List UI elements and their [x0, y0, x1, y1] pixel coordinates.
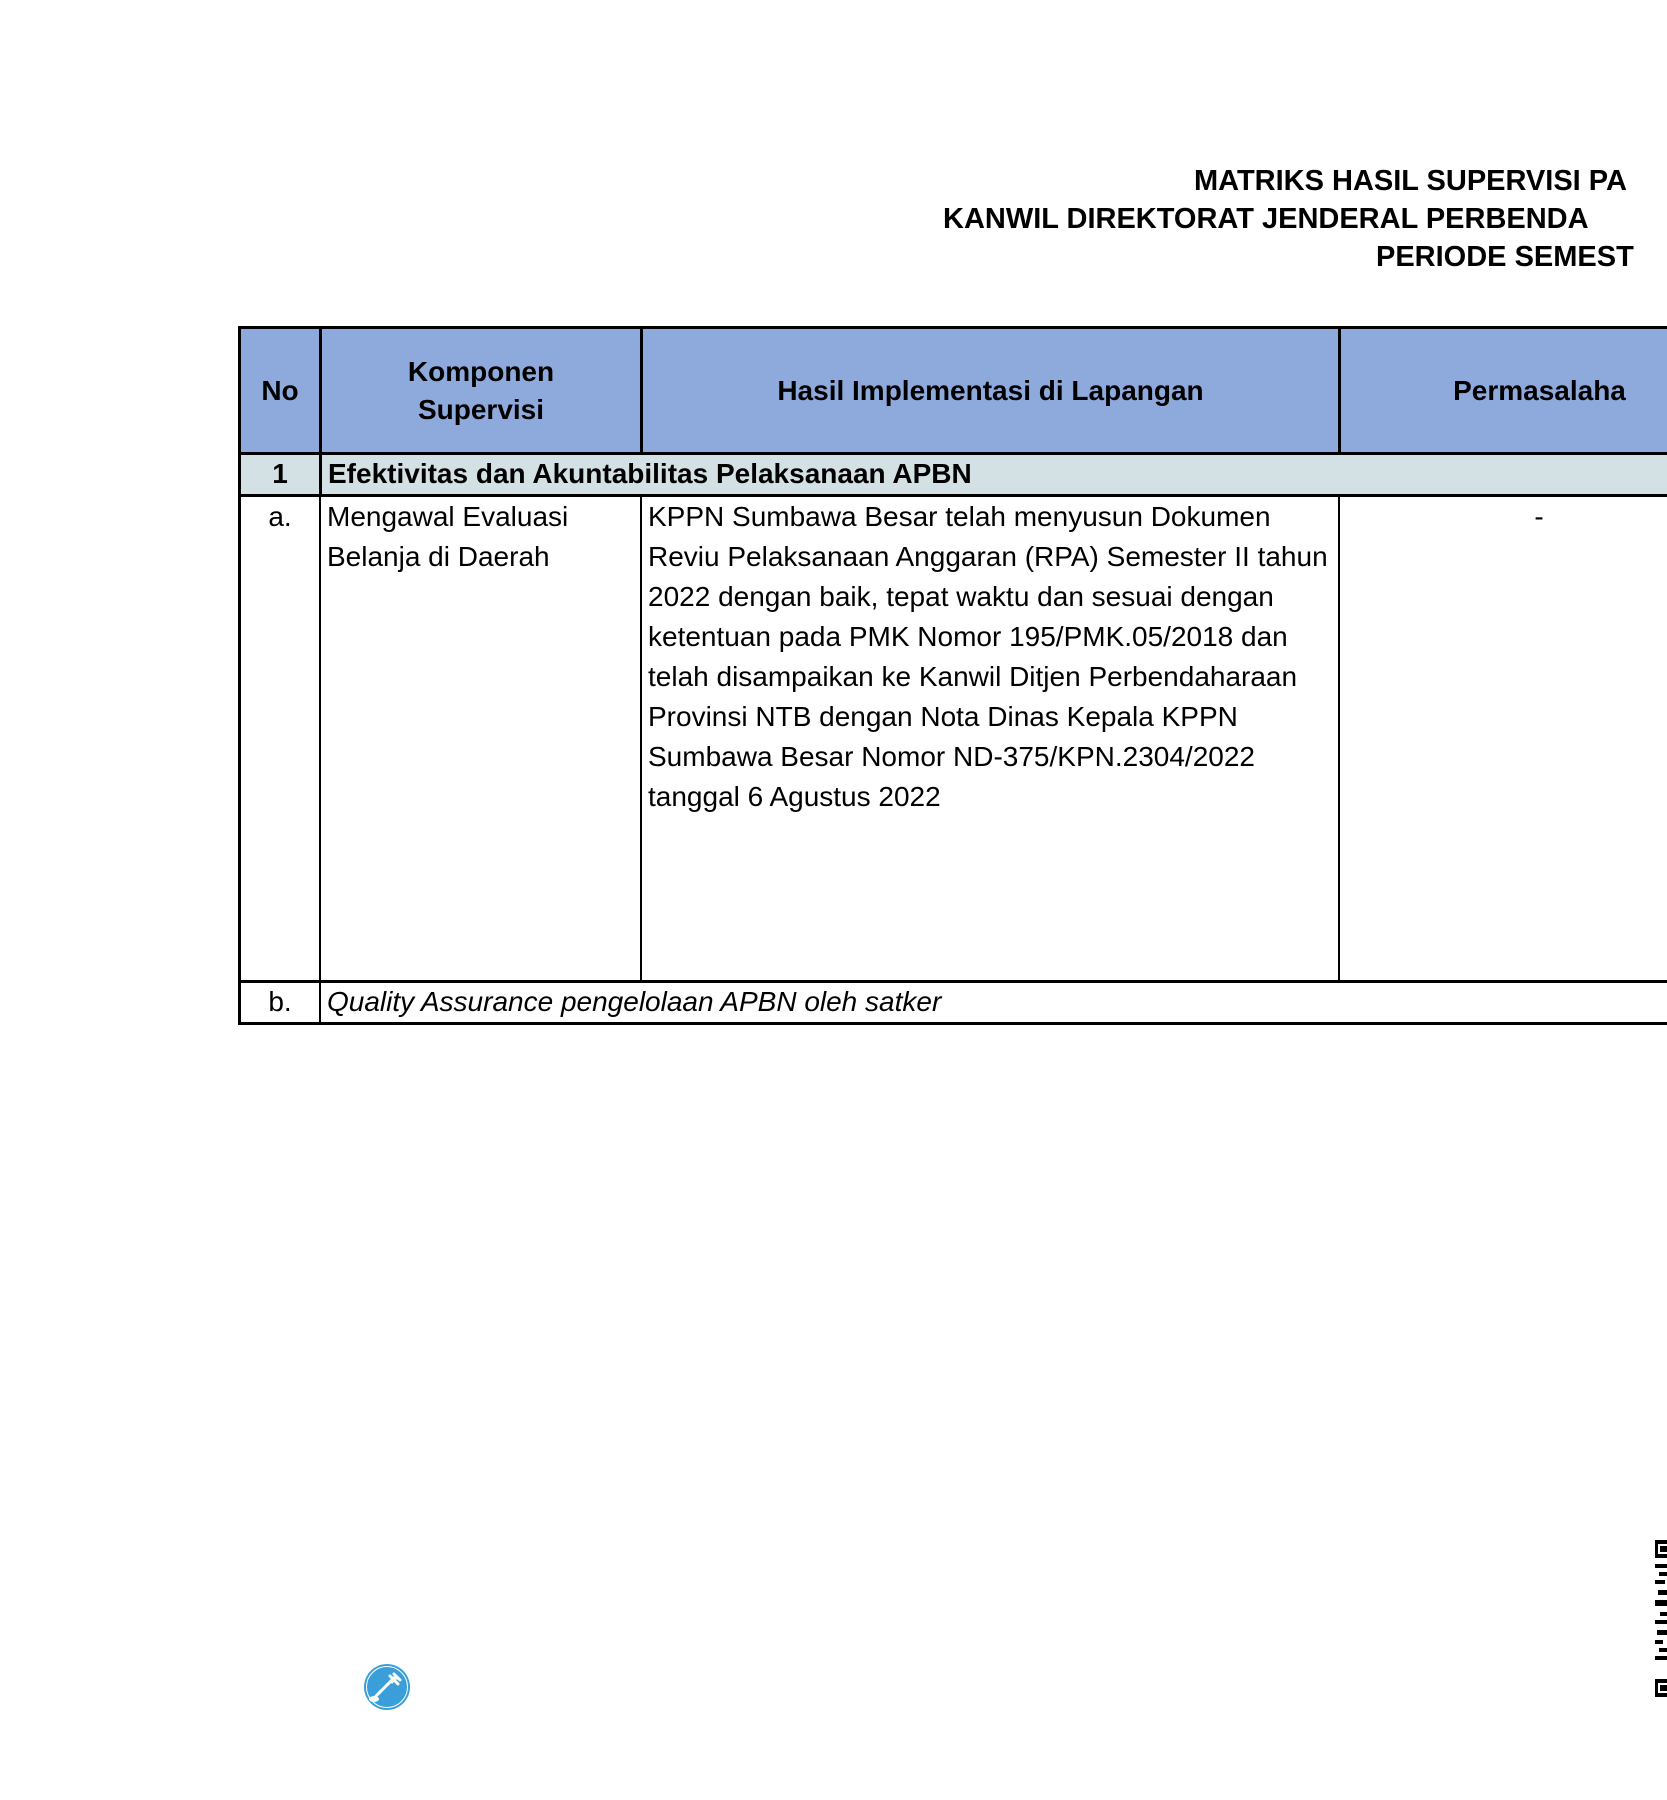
row-hasil: KPPN Sumbawa Besar telah menyusun Dokumen Reviu Pelaksanaan Anggaran (RPA) Semester II tahun 2022 dengan baik, tepat waktu dan sesuai dengan ketentuan pada PMK Nomor 195/PMK.05/2018 dan telah disampaikan ke Kanwil Ditjen Perbendaharaan Provinsi NTB dengan Nota Dinas Kepala KPPN Sumbawa Besar Nomor ND-375/KPN.2304/2022 tanggal 6 Agustus 2022	[640, 497, 1338, 980]
qr-code-icon	[1655, 1540, 1667, 1697]
header-permasalahan: Permasalaha	[1338, 329, 1667, 452]
row-komponen: Mengawal Evaluasi Belanja di Daerah	[319, 497, 640, 980]
section-row	[238, 455, 1667, 497]
row-no: a.	[238, 497, 319, 980]
header-no: No	[238, 329, 319, 452]
row-permasalahan: -	[1338, 497, 1667, 980]
section-no: 1	[238, 455, 319, 494]
header-komponen	[319, 329, 640, 452]
title-line-2: KANWIL DIREKTORAT JENDERAL PERBENDA	[943, 203, 1589, 235]
table-row	[238, 497, 1667, 983]
row-subsection-title: Quality Assurance pengelolaan APBN oleh satker	[319, 983, 1667, 1022]
header-komponen-label: Komponen Supervisi	[407, 355, 555, 425]
table-row	[238, 983, 1667, 1025]
row-no: b.	[238, 983, 319, 1022]
title-line-1: MATRIKS HASIL SUPERVISI PA	[1194, 165, 1627, 197]
key-logo-icon	[362, 1662, 412, 1712]
table-header-row	[238, 326, 1667, 455]
title-line-3: PERIODE SEMEST	[1376, 241, 1634, 273]
header-hasil: Hasil Implementasi di Lapangan	[640, 329, 1338, 452]
section-title: Efektivitas dan Akuntabilitas Pelaksanaan APBN	[319, 455, 1667, 494]
